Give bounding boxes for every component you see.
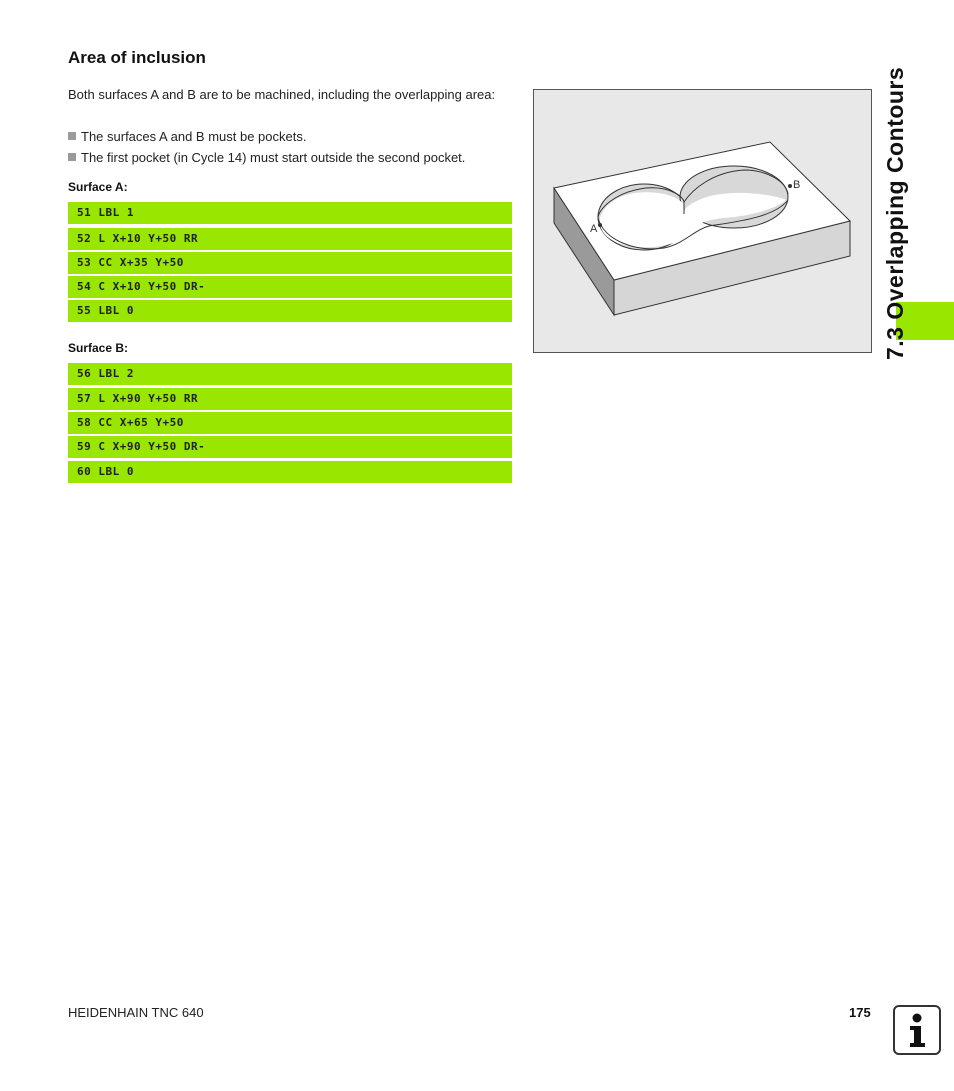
intro-text: Both surfaces A and B are to be machined, including the overlapping area:	[68, 87, 496, 102]
figure-label-b: B	[793, 179, 801, 191]
section-heading: Area of inclusion	[68, 48, 206, 67]
code-line: 55 LBL 0	[68, 300, 512, 322]
point-b-marker	[788, 184, 792, 188]
code-line: 59 C X+90 Y+50 DR-	[68, 436, 512, 458]
chapter-title: 7.3 Overlapping Contours	[882, 66, 908, 360]
bullet-item: The surfaces A and B must be pockets.	[68, 129, 518, 145]
point-a-marker	[598, 223, 602, 227]
figure-label-a: A	[590, 223, 598, 235]
code-line: 58 CC X+65 Y+50	[68, 412, 512, 434]
surface-a-label: Surface A:	[68, 180, 128, 194]
info-icon	[893, 1005, 941, 1055]
code-line: 51 LBL 1	[68, 202, 512, 224]
code-line: 52 L X+10 Y+50 RR	[68, 228, 512, 250]
page-number: 175	[849, 1005, 871, 1020]
workpiece-illustration	[534, 90, 873, 354]
code-line: 56 LBL 2	[68, 363, 512, 385]
footer-product: HEIDENHAIN TNC 640	[68, 1005, 204, 1020]
surface-b-label: Surface B:	[68, 341, 129, 355]
bullet-square-icon	[68, 132, 76, 140]
code-line: 54 C X+10 Y+50 DR-	[68, 276, 512, 298]
bullet-item: The first pocket (in Cycle 14) must start outside the second pocket.	[68, 150, 518, 166]
code-line: 53 CC X+35 Y+50	[68, 252, 512, 274]
code-line: 57 L X+90 Y+50 RR	[68, 388, 512, 410]
code-line: 60 LBL 0	[68, 461, 512, 483]
inclusion-figure	[533, 89, 872, 353]
bullet-square-icon	[68, 153, 76, 161]
